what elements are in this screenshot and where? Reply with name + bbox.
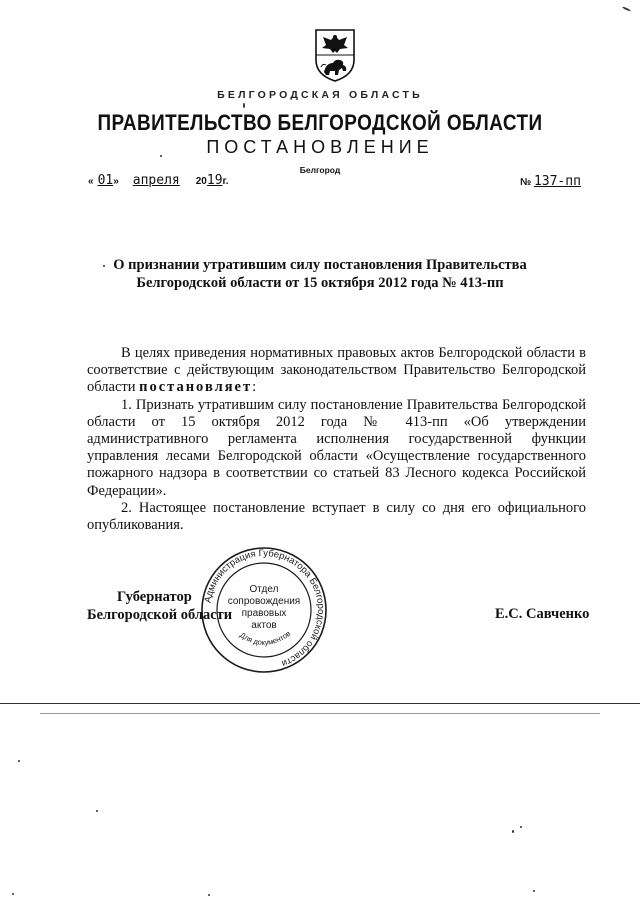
signatory-position-line-2: Белгородской области: [87, 607, 233, 623]
stamp-ring-text: Администрация Губернатора Белгородской области: [202, 547, 327, 669]
government-name: ПРАВИТЕЛЬСТВО БЕЛГОРОДСКОЙ ОБЛАСТИ: [97, 110, 543, 135]
date-year-suffix: 19: [206, 173, 223, 188]
scan-mark: [622, 6, 631, 12]
scan-mark: [103, 265, 105, 267]
stamp-center-line-3: правовых: [241, 608, 287, 619]
date-year-prefix: 20: [195, 176, 207, 187]
number-label: №: [520, 177, 532, 188]
title-line-1: О признании утратившим силу постановления Правительства: [113, 257, 527, 273]
decrees-word: постановляет: [139, 379, 253, 396]
official-stamp: [200, 546, 328, 674]
scan-mark: [96, 810, 98, 812]
city-name: Белгород: [299, 165, 341, 175]
decrees-colon: :: [252, 379, 257, 396]
scan-mark: [243, 103, 245, 108]
region-name: БЕЛГОРОДСКАЯ ОБЛАСТЬ: [217, 89, 423, 101]
signatory-name: Е.С. Савченко: [495, 606, 590, 622]
date-year-label: г.: [222, 176, 229, 187]
document-type: ПОСТАНОВЛЕНИЕ: [206, 137, 434, 157]
number-value: 137-пп: [533, 174, 581, 189]
stamp-center-line-1: Отдел: [249, 584, 279, 595]
preamble-paragraph: [87, 345, 586, 397]
document-title: [100, 256, 540, 292]
date-day: 01: [97, 173, 114, 188]
scan-mark: [533, 890, 535, 892]
document-body: [87, 345, 586, 534]
scan-mark: [208, 894, 210, 896]
title-line-2: Белгородской области от 15 октября 2012 года № 413-пп: [136, 275, 504, 291]
fold-line-faint: [40, 713, 600, 714]
coat-of-arms-icon: [313, 27, 357, 83]
scan-mark: [520, 826, 522, 828]
stamp-center-line-4: актов: [251, 620, 277, 631]
date-month: апреля: [132, 173, 180, 188]
stamp-bottom-text: Для документов: [238, 628, 293, 648]
item-2-paragraph: 2. Настоящее постановление вступает в силу со дня его официального опубликования.: [87, 499, 586, 534]
signatory-position-line-1: Губернатор: [117, 589, 192, 605]
date-open-quote: «: [88, 176, 94, 187]
item-1-paragraph: 1. Признать утратившим силу постановление Правительства Белгородской области от 15 октября 2012 года № 413-пп «Об утверждении административного регламента исполнения государственной функции управления лесами Белгородской области «Осуществление государственного пожарного надзора в соответствии со статьей 83 Лесного кодекса Российской Федерации».: [87, 396, 586, 499]
stamp-center-line-2: сопровождения: [227, 596, 301, 607]
scan-mark: [18, 760, 20, 762]
scan-mark: [512, 830, 514, 833]
scan-mark: [12, 893, 14, 895]
fold-line: [0, 703, 640, 704]
date-close-quote: »: [113, 176, 119, 187]
scan-mark: [160, 155, 162, 157]
document-number: [520, 174, 581, 189]
preamble-text: В целях приведения нормативных правовых актов Белгородской области в соответствие с действующим законодательством Правительство Белгородской области: [87, 345, 586, 396]
document-date: [88, 173, 228, 188]
